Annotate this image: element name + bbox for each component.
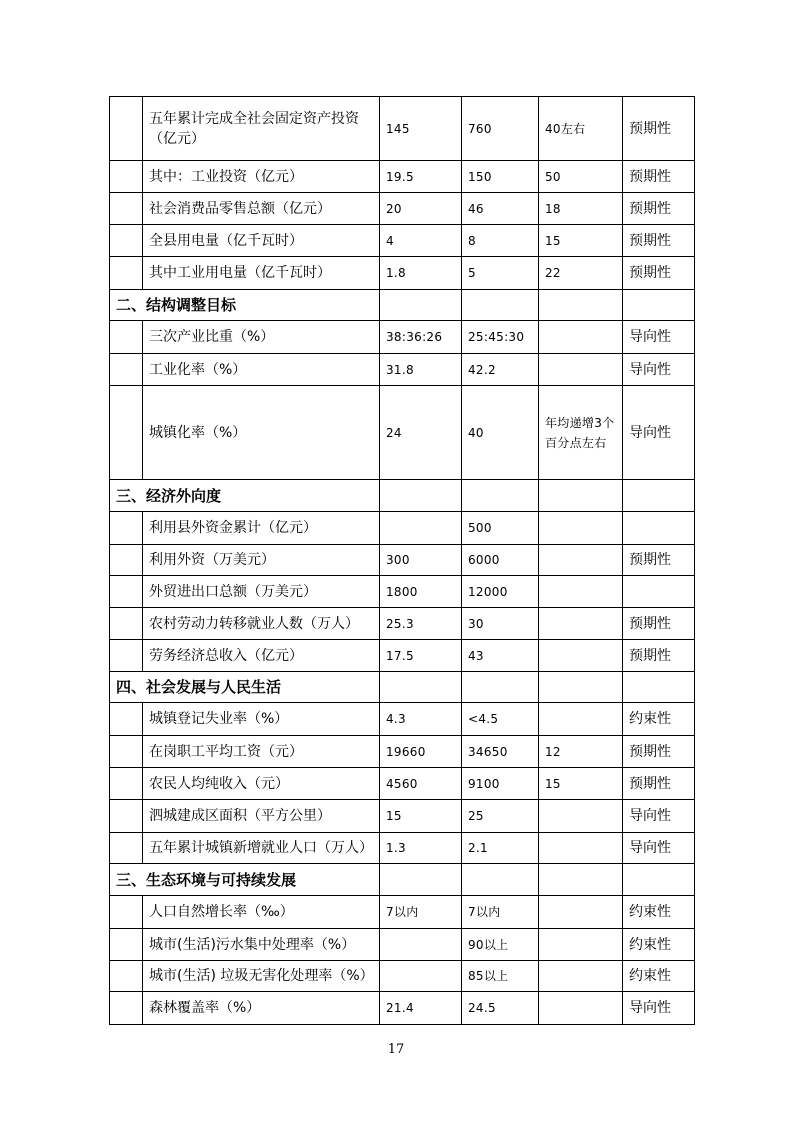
base-value-cell: 1.8 [380, 257, 462, 290]
base-value-cell: 19660 [380, 736, 462, 768]
empty-cell [462, 864, 539, 896]
base-value-cell: 17.5 [380, 640, 462, 672]
index-cell [110, 800, 143, 833]
indicator-name-cell: 外贸进出口总额（万美元） [143, 576, 380, 608]
table-row [110, 545, 695, 576]
growth-rate-cell: 18 [539, 193, 623, 225]
indicator-name-cell: 利用外资（万美元） [143, 545, 380, 576]
indicator-name-cell: 五年累计完成全社会固定资产投资（亿元） [143, 97, 380, 161]
attribute-cell: 预期性 [623, 225, 695, 257]
empty-cell [380, 672, 462, 703]
index-cell [110, 896, 143, 929]
table-row [110, 961, 695, 992]
index-cell [110, 929, 143, 961]
growth-rate-cell: 15 [539, 225, 623, 257]
indicator-name-cell: 其中工业用电量（亿千瓦时） [143, 257, 380, 290]
indicator-name-cell: 城市(生活)污水集中处理率（%） [143, 929, 380, 961]
attribute-cell: 约束性 [623, 929, 695, 961]
indicator-name-cell: 劳务经济总收入（亿元） [143, 640, 380, 672]
attribute-cell: 导向性 [623, 354, 695, 386]
growth-rate-cell: 50 [539, 161, 623, 193]
table-row [110, 896, 695, 929]
table-row [110, 97, 695, 161]
indicator-name-cell: 五年累计城镇新增就业人口（万人） [143, 833, 380, 864]
table-row [110, 321, 695, 354]
growth-rate-cell [539, 961, 623, 992]
attribute-cell: 预期性 [623, 161, 695, 193]
indicator-name-cell: 社会消费品零售总额（亿元） [143, 193, 380, 225]
growth-rate-cell [539, 354, 623, 386]
base-value-cell: 38:36:26 [380, 321, 462, 354]
index-cell [110, 576, 143, 608]
growth-rate-cell: 12 [539, 736, 623, 768]
base-value-cell: 4 [380, 225, 462, 257]
attribute-cell: 预期性 [623, 257, 695, 290]
attribute-cell: 预期性 [623, 736, 695, 768]
base-value-cell: 31.8 [380, 354, 462, 386]
attribute-cell: 预期性 [623, 608, 695, 640]
section-title: 二、结构调整目标 [110, 290, 380, 321]
indicator-name-cell: 森林覆盖率（%） [143, 992, 380, 1025]
target-value-cell: 8 [462, 225, 539, 257]
indicator-name-cell: 其中：工业投资（亿元） [143, 161, 380, 193]
attribute-cell: 预期性 [623, 545, 695, 576]
indicator-name-cell: 利用县外资金累计（亿元） [143, 512, 380, 545]
growth-rate-cell [539, 800, 623, 833]
growth-rate-cell: 22 [539, 257, 623, 290]
growth-rate-cell [539, 576, 623, 608]
index-cell [110, 768, 143, 800]
attribute-cell: 约束性 [623, 703, 695, 736]
base-value-cell: 20 [380, 193, 462, 225]
indicator-name-cell: 全县用电量（亿千瓦时） [143, 225, 380, 257]
target-value-cell: 5 [462, 257, 539, 290]
attribute-cell [623, 576, 695, 608]
index-cell [110, 736, 143, 768]
target-value-cell: 2.1 [462, 833, 539, 864]
indicator-name-cell: 在岗职工平均工资（元） [143, 736, 380, 768]
target-value-cell: 150 [462, 161, 539, 193]
target-value-cell: 9100 [462, 768, 539, 800]
empty-cell [462, 290, 539, 321]
index-cell [110, 640, 143, 672]
index-cell [110, 833, 143, 864]
attribute-cell: 预期性 [623, 193, 695, 225]
base-value-cell: 1.3 [380, 833, 462, 864]
table-row [110, 800, 695, 833]
indicator-name-cell: 三次产业比重（%） [143, 321, 380, 354]
growth-rate-cell: 40左右 [539, 97, 623, 161]
growth-rate-cell [539, 512, 623, 545]
index-cell [110, 608, 143, 640]
base-value-cell: 15 [380, 800, 462, 833]
empty-cell [380, 290, 462, 321]
base-value-cell [380, 512, 462, 545]
base-value-cell: 21.4 [380, 992, 462, 1025]
target-value-cell: 12000 [462, 576, 539, 608]
indicator-name-cell: 城镇化率（%） [143, 386, 380, 480]
attribute-cell: 导向性 [623, 321, 695, 354]
target-value-cell: 24.5 [462, 992, 539, 1025]
table-row [110, 833, 695, 864]
empty-cell [623, 290, 695, 321]
empty-cell [623, 480, 695, 512]
attribute-cell: 约束性 [623, 896, 695, 929]
target-value-cell: 43 [462, 640, 539, 672]
index-cell [110, 321, 143, 354]
attribute-cell: 导向性 [623, 800, 695, 833]
index-cell [110, 992, 143, 1025]
table-row [110, 736, 695, 768]
section-row [110, 864, 695, 896]
target-value-cell: 6000 [462, 545, 539, 576]
target-value-cell: 40 [462, 386, 539, 480]
indicator-name-cell: 工业化率（%） [143, 354, 380, 386]
empty-cell [539, 672, 623, 703]
base-value-cell: 300 [380, 545, 462, 576]
table-row [110, 161, 695, 193]
indicator-name-cell: 城镇登记失业率（%） [143, 703, 380, 736]
growth-rate-cell [539, 703, 623, 736]
empty-cell [380, 480, 462, 512]
base-value-cell: 19.5 [380, 161, 462, 193]
index-cell [110, 512, 143, 545]
index-cell [110, 961, 143, 992]
section-row [110, 480, 695, 512]
index-cell [110, 161, 143, 193]
base-value-cell: 24 [380, 386, 462, 480]
table-row [110, 257, 695, 290]
attribute-cell [623, 512, 695, 545]
indicator-name-cell: 泗城建成区面积（平方公里） [143, 800, 380, 833]
index-cell [110, 354, 143, 386]
table-row [110, 608, 695, 640]
empty-cell [623, 864, 695, 896]
target-value-cell: 500 [462, 512, 539, 545]
attribute-cell: 预期性 [623, 640, 695, 672]
indicator-name-cell: 人口自然增长率（‰） [143, 896, 380, 929]
base-value-cell: 145 [380, 97, 462, 161]
empty-cell [380, 864, 462, 896]
growth-rate-cell [539, 640, 623, 672]
base-value-cell [380, 929, 462, 961]
section-row [110, 672, 695, 703]
growth-rate-cell [539, 833, 623, 864]
growth-rate-cell [539, 992, 623, 1025]
table-row [110, 929, 695, 961]
base-value-cell: 1800 [380, 576, 462, 608]
section-title: 三、经济外向度 [110, 480, 380, 512]
table-row [110, 386, 695, 480]
index-cell [110, 545, 143, 576]
section-row [110, 290, 695, 321]
indicator-table-body [110, 97, 695, 1025]
attribute-cell: 预期性 [623, 97, 695, 161]
table-row [110, 576, 695, 608]
page-number: 17 [387, 1042, 405, 1057]
base-value-cell: 7以内 [380, 896, 462, 929]
index-cell [110, 225, 143, 257]
target-value-cell: 42.2 [462, 354, 539, 386]
table-row [110, 768, 695, 800]
base-value-cell: 25.3 [380, 608, 462, 640]
empty-cell [462, 480, 539, 512]
growth-rate-cell: 15 [539, 768, 623, 800]
target-value-cell: 30 [462, 608, 539, 640]
growth-rate-cell [539, 929, 623, 961]
growth-rate-cell [539, 608, 623, 640]
table-row [110, 703, 695, 736]
section-title: 三、生态环境与可持续发展 [110, 864, 380, 896]
table-row [110, 992, 695, 1025]
empty-cell [539, 864, 623, 896]
table-row [110, 512, 695, 545]
target-value-cell: 90以上 [462, 929, 539, 961]
indicator-name-cell: 农民人均纯收入（元） [143, 768, 380, 800]
target-value-cell: 34650 [462, 736, 539, 768]
target-value-cell: 25:45:30 [462, 321, 539, 354]
target-value-cell: 760 [462, 97, 539, 161]
indicator-name-cell: 农村劳动力转移就业人数（万人） [143, 608, 380, 640]
attribute-cell: 导向性 [623, 386, 695, 480]
table-row [110, 354, 695, 386]
empty-cell [462, 672, 539, 703]
empty-cell [623, 672, 695, 703]
growth-rate-cell: 年均递增3个百分点左右 [539, 386, 623, 480]
table-row [110, 193, 695, 225]
target-value-cell: 25 [462, 800, 539, 833]
growth-rate-cell [539, 896, 623, 929]
attribute-cell: 约束性 [623, 961, 695, 992]
indicator-name-cell: 城市(生活) 垃圾无害化处理率（%） [143, 961, 380, 992]
attribute-cell: 导向性 [623, 833, 695, 864]
index-cell [110, 193, 143, 225]
target-value-cell: 7以内 [462, 896, 539, 929]
indicator-table [109, 96, 695, 1025]
empty-cell [539, 480, 623, 512]
growth-rate-cell [539, 321, 623, 354]
base-value-cell [380, 961, 462, 992]
growth-rate-cell [539, 545, 623, 576]
attribute-cell: 导向性 [623, 992, 695, 1025]
empty-cell [539, 290, 623, 321]
target-value-cell: 85以上 [462, 961, 539, 992]
section-title: 四、社会发展与人民生活 [110, 672, 380, 703]
target-value-cell: <4.5 [462, 703, 539, 736]
index-cell [110, 386, 143, 480]
index-cell [110, 97, 143, 161]
attribute-cell: 预期性 [623, 768, 695, 800]
base-value-cell: 4560 [380, 768, 462, 800]
target-value-cell: 46 [462, 193, 539, 225]
base-value-cell: 4.3 [380, 703, 462, 736]
table-row [110, 640, 695, 672]
table-row [110, 225, 695, 257]
index-cell [110, 257, 143, 290]
index-cell [110, 703, 143, 736]
